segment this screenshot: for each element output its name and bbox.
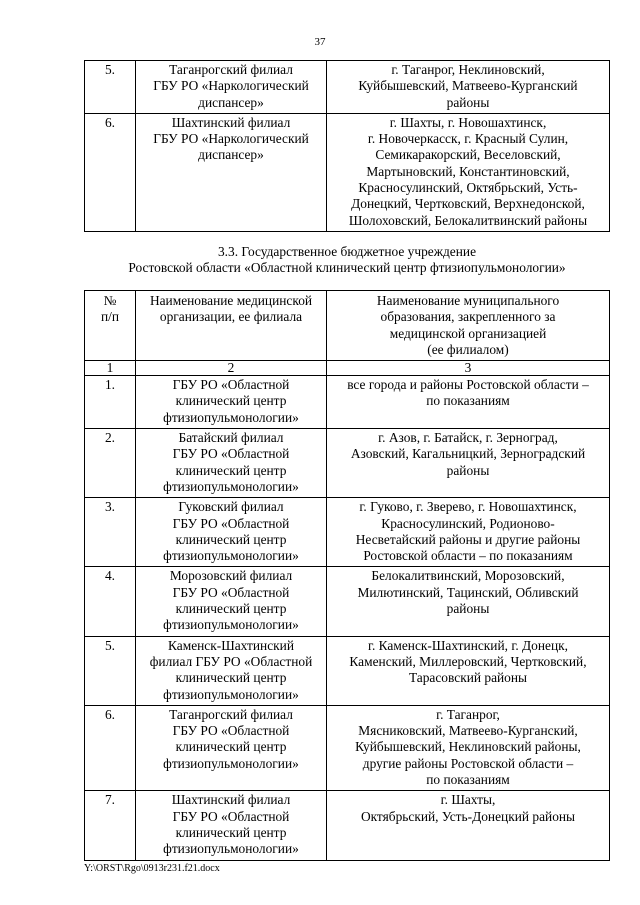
organization-cell: [136, 61, 327, 114]
cell-line: г. Каменск-Шахтинский, г. Донецк,: [368, 637, 568, 653]
cell-line: районы: [446, 94, 490, 110]
main-table-row: [85, 791, 610, 860]
column-number-3: 3: [327, 361, 610, 376]
row-number: 5.: [85, 61, 136, 114]
cell-line: Донецкий, Чертковский, Верхнедонской,: [351, 196, 585, 212]
cell-line: Шахтинский филиал: [171, 114, 291, 130]
cell-line: Гуковский филиал: [178, 499, 284, 515]
row-number: 7.: [85, 791, 136, 860]
main-table-row: [85, 705, 610, 790]
cell-line: Милютинский, Тацинский, Обливский: [357, 584, 579, 600]
cell-line: ГБУ РО «Областной: [172, 723, 290, 739]
cell-line: ГБУ РО «Областной: [172, 446, 290, 462]
cell-line: Куйбышевский, Матвеево-Курганский: [358, 78, 578, 94]
cell-line: клинический центр: [175, 824, 287, 840]
cell-line: г. Шахты,: [440, 792, 496, 808]
cell-line: все города и районы Ростовской области –: [347, 377, 589, 393]
organization-cell: [136, 636, 327, 705]
cell-line: другие районы Ростовской области –: [362, 755, 574, 771]
cell-line: Наименование медицинской: [149, 293, 313, 308]
cell-line: фтизиопульмонологии»: [163, 841, 299, 857]
municipality-cell: [327, 498, 610, 567]
cell-line: Азовский, Кагальницкий, Зерноградский: [350, 446, 586, 462]
cell-line: клинический центр: [175, 670, 287, 686]
municipality-cell: [327, 567, 610, 636]
main-table-row: [85, 429, 610, 498]
header-col-number: [85, 291, 136, 361]
table-header-row: [85, 291, 610, 361]
section-title-line2: Ростовской области «Областной клинический центр фтизиопульмонологии»: [128, 260, 566, 275]
cell-line: образования, закрепленного за: [380, 309, 556, 325]
municipality-cell: [327, 61, 610, 114]
row-number: 5.: [85, 636, 136, 705]
cell-line: диспансер»: [198, 94, 264, 110]
cell-line: диспансер»: [198, 147, 264, 163]
municipality-cell: [327, 429, 610, 498]
cell-line: г. Таганрог,: [436, 706, 500, 722]
row-number: 4.: [85, 567, 136, 636]
footer-file-path: Y:\ORST\Rgo\0913r231.f21.docx: [84, 863, 220, 874]
cell-line: ГБУ РО «Наркологический: [153, 131, 309, 147]
cell-line: клинический центр: [175, 393, 287, 409]
top-table-row: [85, 61, 610, 114]
cell-line: Шолоховский, Белокалитвинский районы: [348, 212, 588, 228]
organization-cell: [136, 791, 327, 860]
cell-line: г. Таганрог, Неклиновский,: [391, 62, 545, 77]
row-number: 1.: [85, 376, 136, 429]
municipality-cell: [327, 636, 610, 705]
column-number-1: 1: [85, 361, 136, 376]
column-number-row: [85, 361, 610, 376]
cell-line: ГБУ РО «Областной: [172, 808, 290, 824]
cell-line: фтизиопульмонологии»: [163, 686, 299, 702]
section-title: [84, 244, 610, 276]
municipality-cell: [327, 113, 610, 231]
municipality-cell: [327, 791, 610, 860]
organization-cell: [136, 113, 327, 231]
cell-line: г. Шахты, г. Новошахтинск,: [389, 114, 547, 130]
cell-line: районы: [446, 462, 490, 478]
cell-line: организации, ее филиала: [159, 309, 303, 325]
row-number: 3.: [85, 498, 136, 567]
cell-line: Каменский, Миллеровский, Чертковский,: [349, 653, 587, 669]
cell-line: филиал ГБУ РО «Областной: [149, 653, 313, 669]
cell-line: Семикаракорский, Веселовский,: [375, 147, 561, 163]
top-table-row: [85, 113, 610, 231]
organization-cell: [136, 376, 327, 429]
header-col-organization: [136, 291, 327, 361]
top-table: [84, 60, 610, 232]
cell-line: г. Азов, г. Батайск, г. Зерноград,: [378, 430, 558, 446]
row-number: 6.: [85, 113, 136, 231]
cell-line: фтизиопульмонологии»: [163, 548, 299, 564]
organization-cell: [136, 567, 327, 636]
section-title-line1: 3.3. Государственное бюджетное учреждение: [217, 244, 477, 259]
cell-line: Красносулинский, Октябрьский, Усть-: [358, 180, 578, 196]
cell-line: фтизиопульмонологии»: [163, 409, 299, 425]
main-table-row: [85, 636, 610, 705]
cell-line: медицинской организацией: [389, 325, 547, 341]
cell-line: Тарасовский районы: [408, 670, 528, 686]
row-number: 6.: [85, 705, 136, 790]
cell-line: Белокалитвинский, Морозовский,: [371, 568, 565, 584]
cell-line: Шахтинский филиал: [171, 792, 291, 808]
cell-line: (ее филиалом): [427, 341, 509, 357]
cell-line: по показаниям: [426, 772, 510, 788]
organization-cell: [136, 429, 327, 498]
cell-line: клинический центр: [175, 739, 287, 755]
cell-line: Морозовский филиал: [169, 568, 293, 584]
cell-line: фтизиопульмонологии»: [163, 755, 299, 771]
cell-line: п/п: [100, 309, 120, 325]
cell-line: по показаниям: [426, 393, 510, 409]
cell-line: Каменск-Шахтинский: [168, 637, 294, 653]
cell-line: ГБУ РО «Областной: [172, 584, 290, 600]
row-number: 2.: [85, 429, 136, 498]
cell-line: клинический центр: [175, 462, 287, 478]
organization-cell: [136, 498, 327, 567]
municipality-cell: [327, 376, 610, 429]
header-col-municipality: [327, 291, 610, 361]
cell-line: г. Новочеркасск, г. Красный Сулин,: [367, 131, 569, 147]
cell-line: фтизиопульмонологии»: [163, 617, 299, 633]
cell-line: Мартыновский, Константиновский,: [366, 163, 570, 179]
cell-line: Батайский филиал: [178, 430, 284, 446]
cell-line: ГБУ РО «Областной: [172, 515, 290, 531]
cell-line: ГБУ РО «Наркологический: [153, 78, 309, 94]
cell-line: фтизиопульмонологии»: [163, 478, 299, 494]
cell-line: клинический центр: [175, 531, 287, 547]
cell-line: Таганрогский филиал: [169, 706, 293, 722]
main-table-row: [85, 567, 610, 636]
page-number: 37: [314, 36, 326, 48]
main-table-row: [85, 498, 610, 567]
cell-line: г. Гуково, г. Зверево, г. Новошахтинск,: [359, 499, 577, 515]
cell-line: районы: [446, 601, 490, 617]
cell-line: Мясниковский, Матвеево-Курганский,: [358, 723, 578, 739]
column-number-2: 2: [136, 361, 327, 376]
main-table-row: [85, 376, 610, 429]
cell-line: Ростовской области – по показаниям: [363, 548, 573, 564]
main-table: [84, 290, 610, 861]
cell-line: №: [103, 293, 117, 308]
cell-line: Октябрьский, Усть-Донецкий районы: [360, 808, 576, 824]
organization-cell: [136, 705, 327, 790]
cell-line: Красносулинский, Родионово-: [381, 515, 555, 531]
municipality-cell: [327, 705, 610, 790]
cell-line: Куйбышевский, Неклиновский районы,: [355, 739, 581, 755]
cell-line: Таганрогский филиал: [169, 62, 293, 77]
cell-line: Несветайский районы и другие районы: [355, 531, 581, 547]
cell-line: Наименование муниципального: [376, 293, 560, 308]
cell-line: ГБУ РО «Областной: [172, 377, 290, 393]
cell-line: клинический центр: [175, 601, 287, 617]
